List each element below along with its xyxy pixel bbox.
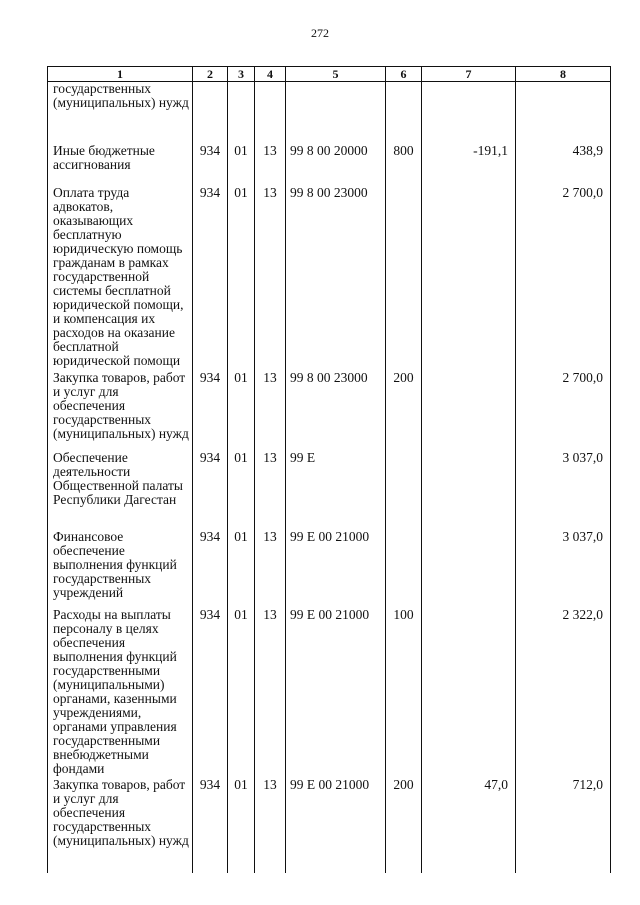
row-c7 <box>422 451 516 530</box>
table-row <box>48 144 611 186</box>
row-c3 <box>228 82 255 145</box>
row-c6: 100 <box>386 608 422 778</box>
row-c7 <box>422 371 516 451</box>
row-c5: 99 Е 00 21000 <box>286 530 386 608</box>
row-c2 <box>193 82 228 145</box>
table-row <box>48 608 611 778</box>
row-name: Оплата труда адвокатов, оказывающих бесплатную юридическую помощь гражданам в рамках государственной системы бесплатной юридической помощи, и компенсация их расходов на оказание бесплатной юридической помощи <box>48 186 193 371</box>
row-c5: 99 8 00 20000 <box>286 144 386 186</box>
row-c4: 13 <box>255 186 286 371</box>
row-name: Расходы на выплаты персоналу в целях обеспечения выполнения функций государственными (муниципальными) органами, казенными учреждениями, органами управления государственными внебюджетными фондами <box>48 608 193 778</box>
row-c7 <box>422 186 516 371</box>
table-row <box>48 778 611 873</box>
row-c3: 01 <box>228 144 255 186</box>
row-c7 <box>422 82 516 145</box>
row-c6 <box>386 82 422 145</box>
row-c5: 99 Е <box>286 451 386 530</box>
table-row <box>48 82 611 145</box>
row-c8: 3 037,0 <box>516 451 611 530</box>
row-c6 <box>386 451 422 530</box>
row-c8: 2 700,0 <box>516 371 611 451</box>
row-c4: 13 <box>255 451 286 530</box>
row-name: Иные бюджетные ассигнования <box>48 144 193 186</box>
column-header-5: 5 <box>286 67 386 82</box>
row-c6 <box>386 530 422 608</box>
row-c2: 934 <box>193 451 228 530</box>
row-c7 <box>422 530 516 608</box>
row-c6 <box>386 186 422 371</box>
row-c3: 01 <box>228 608 255 778</box>
row-name: Обеспечение деятельности Общественной палаты Республики Дагестан <box>48 451 193 530</box>
row-c4: 13 <box>255 371 286 451</box>
row-c8: 2 322,0 <box>516 608 611 778</box>
table-header-row <box>48 67 611 82</box>
row-c7: -191,1 <box>422 144 516 186</box>
table-row <box>48 451 611 530</box>
row-c4 <box>255 82 286 145</box>
row-c4: 13 <box>255 530 286 608</box>
row-c3: 01 <box>228 371 255 451</box>
table-row <box>48 371 611 451</box>
table-row <box>48 530 611 608</box>
row-c3: 01 <box>228 778 255 873</box>
row-c8 <box>516 82 611 145</box>
row-c8: 438,9 <box>516 144 611 186</box>
row-c5: 99 Е 00 21000 <box>286 608 386 778</box>
row-c6: 200 <box>386 778 422 873</box>
row-c2: 934 <box>193 530 228 608</box>
row-name: Финансовое обеспечение выполнения функций государственных учреждений <box>48 530 193 608</box>
row-c5: 99 Е 00 21000 <box>286 778 386 873</box>
row-name: государственных (муниципальных) нужд <box>48 82 193 145</box>
column-header-2: 2 <box>193 67 228 82</box>
budget-table <box>47 66 611 873</box>
row-c3: 01 <box>228 451 255 530</box>
row-c5 <box>286 82 386 145</box>
row-c2: 934 <box>193 608 228 778</box>
row-c3: 01 <box>228 530 255 608</box>
column-header-6: 6 <box>386 67 422 82</box>
row-name: Закупка товаров, работ и услуг для обеспечения государственных (муниципальных) нужд <box>48 778 193 873</box>
row-c6: 200 <box>386 371 422 451</box>
row-c2: 934 <box>193 186 228 371</box>
row-c3: 01 <box>228 186 255 371</box>
row-c4: 13 <box>255 144 286 186</box>
row-c4: 13 <box>255 778 286 873</box>
column-header-1: 1 <box>48 67 193 82</box>
row-c4: 13 <box>255 608 286 778</box>
table-row <box>48 186 611 371</box>
row-c8: 712,0 <box>516 778 611 873</box>
column-header-4: 4 <box>255 67 286 82</box>
column-header-8: 8 <box>516 67 611 82</box>
row-c7: 47,0 <box>422 778 516 873</box>
row-c8: 3 037,0 <box>516 530 611 608</box>
column-header-3: 3 <box>228 67 255 82</box>
row-c2: 934 <box>193 778 228 873</box>
row-c5: 99 8 00 23000 <box>286 186 386 371</box>
page-number: 272 <box>311 26 329 40</box>
row-c2: 934 <box>193 144 228 186</box>
row-c8: 2 700,0 <box>516 186 611 371</box>
row-name: Закупка товаров, работ и услуг для обеспечения государственных (муниципальных) нужд <box>48 371 193 451</box>
row-c7 <box>422 608 516 778</box>
row-c6: 800 <box>386 144 422 186</box>
column-header-7: 7 <box>422 67 516 82</box>
row-c2: 934 <box>193 371 228 451</box>
row-c5: 99 8 00 23000 <box>286 371 386 451</box>
